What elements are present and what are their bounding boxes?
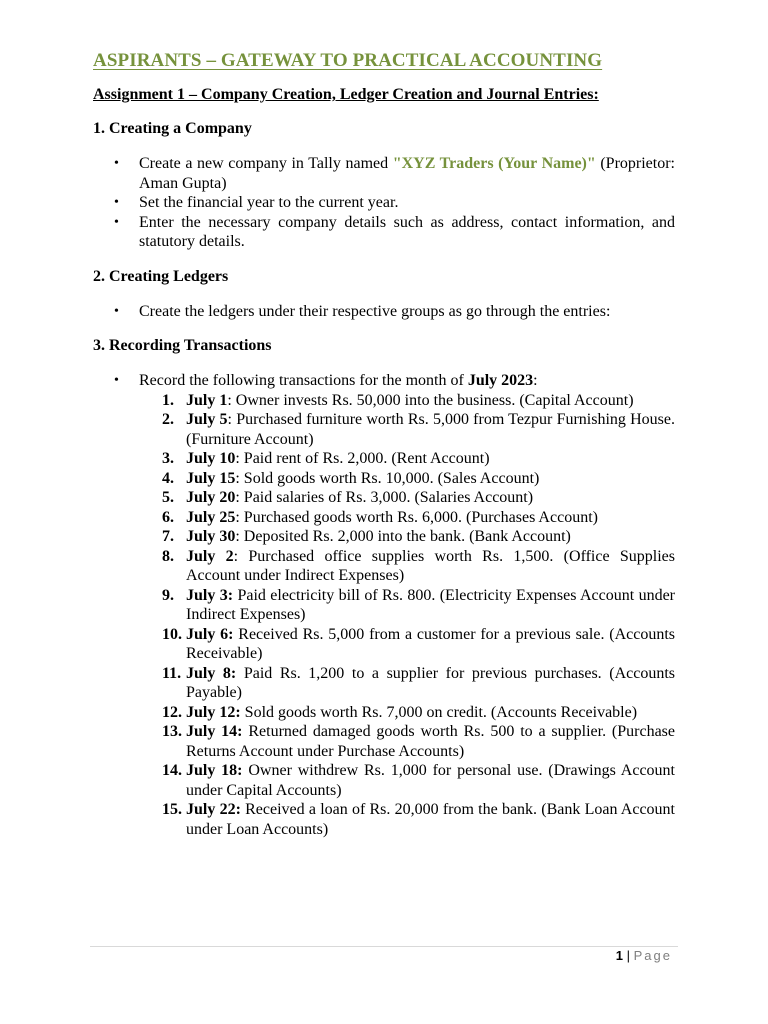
transaction-number: 14. [162,762,182,779]
transaction-text: Received Rs. 5,000 from a customer for a previous sale. (Accounts Receivable) [186,625,675,662]
footer-divider [90,946,678,947]
transaction-text: : Sold goods worth Rs. 10,000. (Sales Account) [235,469,540,487]
transaction-text: : Owner invests Rs. 50,000 into the business. (Capital Account) [227,391,634,409]
company-steps-list [93,154,675,252]
transaction-number: 3. [162,450,174,467]
transaction-text: Owner withdrew Rs. 1,000 for personal use. (Drawings Account under Capital Accounts) [186,762,675,799]
list-item [93,193,675,213]
ledger-steps-list [93,302,675,322]
transaction-number: 7. [162,528,174,545]
month-label: July 2023 [467,372,534,389]
transaction-date: July 12: [186,703,241,721]
transaction-number: 15. [162,801,182,818]
transaction-date: July 30 [186,528,236,545]
section-heading-transactions: 3. Recording Transactions [93,337,272,354]
transaction-number: 2. [162,411,174,428]
transaction-date: July 25 [186,508,236,526]
page-number: 1 [615,948,623,963]
transaction-number: 9. [162,586,174,604]
transaction-text: Received a loan of Rs. 20,000 from the bank. (Bank Loan Account under Loan Accounts) [186,801,676,838]
transaction-item [93,469,675,489]
transaction-date: July 10 [186,450,236,467]
transaction-number: 13. [162,723,182,740]
transaction-item [93,722,675,761]
document-title: ASPIRANTS – GATEWAY TO PRACTICAL ACCOUNTING [93,50,603,71]
transaction-date: July 22: [186,801,241,818]
transaction-number: 10. [162,625,182,643]
transaction-text: : Purchased office supplies worth Rs. 1,500. (Office Supplies Account under Indirect Expenses) [186,547,676,584]
bullet-text: Create the ledgers under their respective groups as go through the entries: [139,302,611,320]
bullet-text: Create a new company in Tally named [139,155,393,172]
transaction-item [93,664,675,703]
transaction-text: Returned damaged goods worth Rs. 500 to a supplier. (Purchase Returns Account under Purchase Accounts) [186,723,676,760]
transaction-date: July 20 [186,489,236,506]
bullet-text: Enter the necessary company details such as address, contact information, and statutory details. [139,213,675,250]
bullet-icon: • [114,214,119,230]
transaction-text: : Paid rent of Rs. 2,000. (Rent Account) [235,450,490,467]
transaction-date: July 5 [186,411,228,428]
transaction-item [93,488,675,508]
transaction-item [93,703,675,723]
page-word: Page [633,948,672,963]
bullet-text: Record the following transactions for the month of [139,372,468,389]
transaction-text: : Deposited Rs. 2,000 into the bank. (Bank Account) [235,528,571,545]
transaction-number: 4. [162,469,174,487]
section-heading-company: 1. Creating a Company [93,120,252,137]
transaction-text: : Purchased furniture worth Rs. 5,000 from Tezpur Furnishing House. (Furniture Account) [186,411,675,448]
transaction-text: Paid electricity bill of Rs. 800. (Electricity Expenses Account under Indirect Expenses) [186,586,676,623]
transaction-text: : Paid salaries of Rs. 3,000. (Salaries Account) [235,489,534,506]
transaction-date: July 2 [186,547,234,565]
transaction-number: 12. [162,703,182,721]
transaction-item [93,410,675,449]
transaction-text: Paid Rs. 1,200 to a supplier for previous purchases. (Accounts Payable) [186,664,675,701]
transaction-item [93,800,675,839]
transaction-date: July 14: [186,723,243,740]
company-name-highlight: "XYZ Traders (Your Name)" [392,155,596,172]
transaction-date: July 6: [186,625,234,643]
transaction-item [93,761,675,800]
transaction-date: July 1 [186,391,228,409]
bullet-icon: • [114,303,119,319]
transaction-number: 1. [162,391,174,409]
list-item [93,154,675,193]
transaction-item [93,508,675,528]
section-heading-ledgers: 2. Creating Ledgers [93,267,229,285]
transaction-item [93,527,675,547]
list-item [93,213,675,252]
transaction-date: July 8: [186,664,237,682]
transaction-date: July 15 [186,469,236,487]
page-footer [616,948,672,963]
transaction-item [93,449,675,469]
transaction-date: July 18: [186,762,243,779]
transaction-number: 5. [162,489,174,506]
bullet-text: (Proprietor: Aman Gupta) [139,155,675,192]
transaction-item [93,391,675,411]
bullet-icon: • [114,195,119,210]
transaction-date: July 3: [186,586,234,604]
transaction-item [93,547,675,586]
transaction-number: 11. [162,664,182,682]
assignment-title: Assignment 1 – Company Creation, Ledger Creation and Journal Entries: [93,86,599,103]
bullet-text: Set the financial year to the current year. [139,194,399,211]
bullet-icon: • [114,373,119,388]
bullet-icon: • [114,156,119,171]
transaction-text: : Purchased goods worth Rs. 6,000. (Purchases Account) [235,508,598,526]
list-item [93,302,675,322]
transaction-item [93,625,675,664]
bullet-text: : [533,372,538,389]
transactions-list [93,391,675,840]
list-item [93,371,675,391]
page-separator: | [626,948,630,963]
transaction-number: 6. [162,508,174,526]
transaction-text: Sold goods worth Rs. 7,000 on credit. (Accounts Receivable) [240,703,638,721]
document-page [93,50,675,839]
transaction-item [93,586,675,625]
transaction-number: 8. [162,547,174,565]
transaction-intro-list [93,371,675,391]
